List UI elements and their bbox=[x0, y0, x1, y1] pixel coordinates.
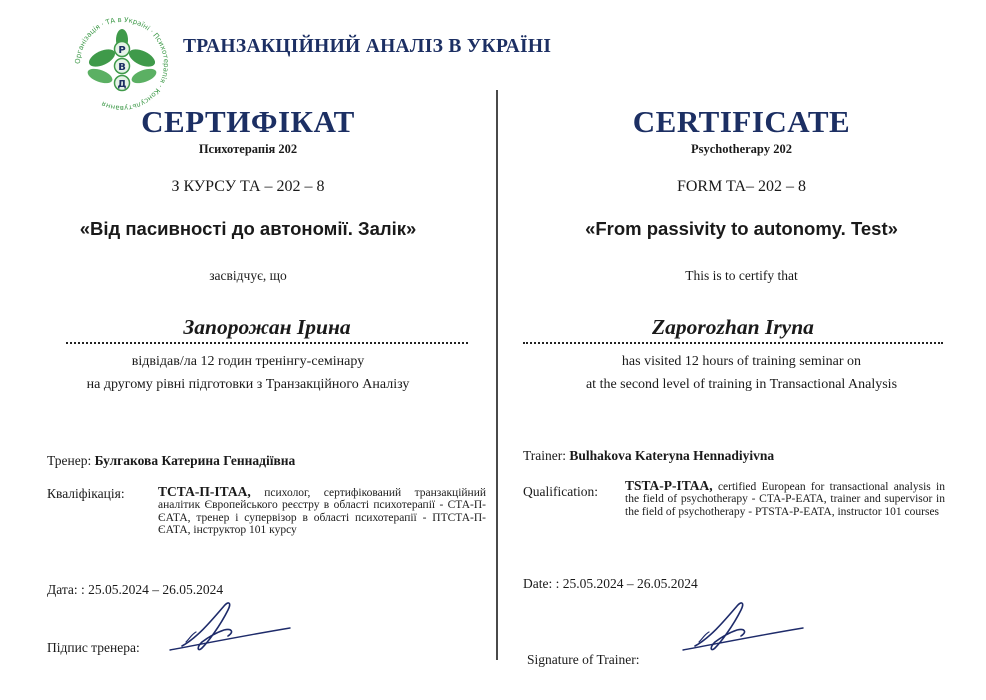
organization-title: ТРАНЗАКЦІЙНИЙ АНАЛІЗ В УКРАЇНІ bbox=[183, 36, 552, 57]
hours-line: відвідав/ла 12 годин тренінгу-семінару bbox=[131, 354, 365, 369]
qualification-description: психолог, сертифікований транзакційний аналітик Європейського реєстру в області психотерапії - СТА-П-ЄАТА, тренер і супервізор в області психотерапії - ПТСТА-П-ЄАТА, інструктор 101 курсу bbox=[158, 487, 487, 536]
trainer-signature bbox=[675, 598, 805, 658]
recipient-name: Zaporozhan Iryna bbox=[523, 315, 943, 344]
recipient-name: Запорожан Ірина bbox=[66, 315, 468, 344]
hours-line: has visited 12 hours of training seminar on bbox=[621, 354, 862, 369]
organization-logo bbox=[72, 14, 172, 114]
column-divider bbox=[496, 90, 498, 660]
qualification-label: Кваліфікація: bbox=[47, 486, 125, 501]
certificate-subtitle: Психотерапія 202 bbox=[198, 142, 298, 156]
trainer-name: Bulhakova Kateryna Hennadiyivna bbox=[569, 448, 775, 463]
signature-label: Підпис тренера: bbox=[47, 640, 140, 655]
course-topic: «Від пасивності до автономії. Залік» bbox=[79, 218, 417, 239]
level-line: на другому рівні підготовки з Транзакційного Аналізу bbox=[86, 377, 410, 392]
course-topic: «From passivity to autonomy. Test» bbox=[585, 218, 898, 239]
certificate-title: СЕРТИФІКАТ bbox=[141, 104, 355, 139]
signature-label: Signature of Trainer: bbox=[527, 652, 640, 667]
level-line: at the second level of training in Transactional Analysis bbox=[585, 377, 898, 392]
qualification-description: certified European for transactional analysis in the field of psychotherapy - CTA-P-EATA, trainer and supervisor in the field of psychotherapy - PTSTA-P-EATA, instructor 101 courses bbox=[625, 481, 946, 518]
qualification-text bbox=[158, 486, 486, 536]
trainer-line bbox=[47, 453, 295, 469]
certify-text: This is to certify that bbox=[685, 268, 798, 283]
trainer-label: Тренер: bbox=[47, 453, 92, 468]
course-code: З КУРСУ ТА – 202 – 8 bbox=[171, 178, 325, 195]
logo-letter-d: Д bbox=[117, 79, 127, 90]
trainer-line bbox=[523, 448, 774, 464]
qualification-text bbox=[625, 480, 945, 518]
logo-ring-text: Організація · ТА в Україні · Психотерапія · Консультування bbox=[73, 15, 171, 113]
date-range: Дата: : 25.05.2024 – 26.05.2024 bbox=[47, 582, 224, 597]
qualification-code: ТСТА-П-ІТАА, bbox=[158, 484, 251, 499]
logo-letter-v: В bbox=[118, 62, 126, 73]
trainer-name: Булгакова Катерина Геннадіївна bbox=[94, 453, 296, 468]
qualification-code: TSTA-P-ITAA, bbox=[625, 478, 713, 493]
certify-text: засвідчує, що bbox=[209, 268, 287, 283]
certificate-title: CERTIFICATE bbox=[632, 104, 851, 139]
date-range: Date: : 25.05.2024 – 26.05.2024 bbox=[523, 576, 698, 591]
trainer-signature bbox=[162, 598, 292, 658]
qualification-label: Qualification: bbox=[523, 484, 598, 499]
trainer-label: Trainer: bbox=[523, 448, 566, 463]
certificate-subtitle: Psychotherapy 202 bbox=[690, 142, 793, 156]
logo-letter-r: Р bbox=[118, 45, 126, 56]
course-code: FORM TA– 202 – 8 bbox=[676, 178, 807, 195]
